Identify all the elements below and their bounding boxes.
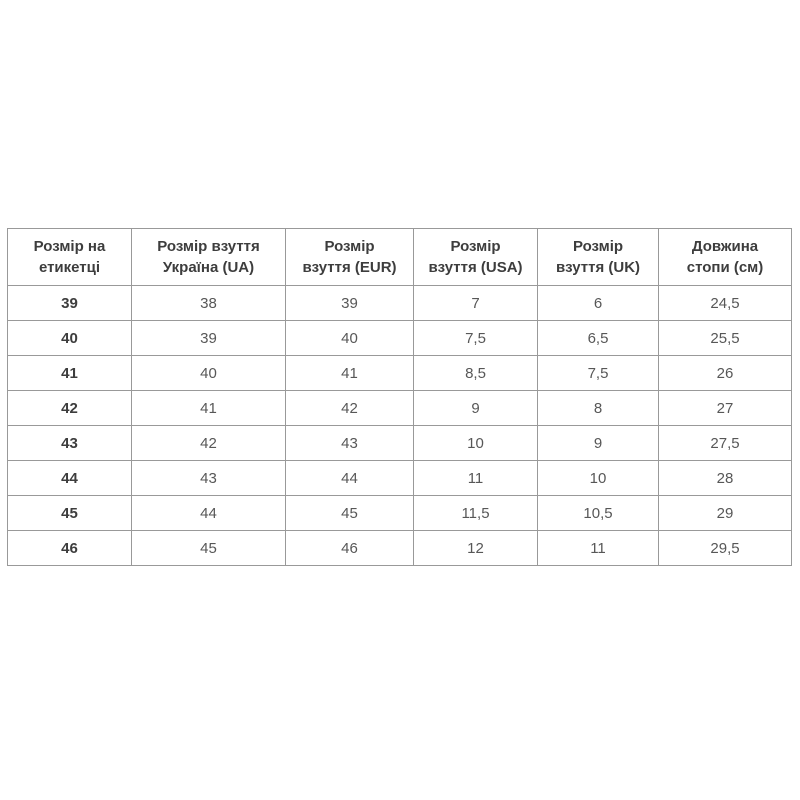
table-cell: 26: [659, 356, 792, 391]
header-line: Розмір: [572, 238, 624, 255]
table-cell: 39: [286, 286, 414, 321]
table-cell: 28: [659, 461, 792, 496]
table-cell: 29: [659, 496, 792, 531]
header-line: взуття (USA): [428, 259, 523, 276]
table-cell: 27,5: [659, 426, 792, 461]
header-line: Довжина: [691, 238, 759, 255]
table-cell: 42: [132, 426, 286, 461]
table-row: [8, 286, 792, 321]
table-cell: 39: [132, 321, 286, 356]
table-body: [8, 286, 792, 566]
table-cell: 6: [538, 286, 659, 321]
table-row: [8, 356, 792, 391]
table-cell: 10: [414, 426, 538, 461]
table-row: [8, 461, 792, 496]
header-line: Розмір: [324, 238, 375, 255]
table-cell: 10: [538, 461, 659, 496]
header-line: взуття (EUR): [302, 259, 397, 276]
table-cell: 9: [538, 426, 659, 461]
cell-label-size: 46: [8, 531, 132, 566]
table-cell: 41: [132, 391, 286, 426]
table-cell: 25,5: [659, 321, 792, 356]
table-cell: 44: [132, 496, 286, 531]
header-line: Розмір на: [33, 238, 106, 255]
column-header-ua-size: [132, 229, 286, 286]
table-cell: 6,5: [538, 321, 659, 356]
table-cell: 11: [414, 461, 538, 496]
table-cell: 11,5: [414, 496, 538, 531]
shoe-size-conversion-table: [7, 228, 792, 566]
table-cell: 8,5: [414, 356, 538, 391]
table-cell: 9: [414, 391, 538, 426]
table-row: [8, 321, 792, 356]
table-cell: 43: [286, 426, 414, 461]
table-cell: 7,5: [414, 321, 538, 356]
column-header-usa-size: [414, 229, 538, 286]
table-cell: 43: [132, 461, 286, 496]
header-line: Розмір взуття: [157, 238, 260, 255]
header-line: Україна (UA): [162, 259, 255, 276]
table-cell: 38: [132, 286, 286, 321]
column-header-label-size: [8, 229, 132, 286]
cell-label-size: 41: [8, 356, 132, 391]
column-header-uk-size: [538, 229, 659, 286]
table-cell: 40: [286, 321, 414, 356]
table-row: [8, 496, 792, 531]
table-cell: 40: [132, 356, 286, 391]
table-header-row: [8, 229, 792, 286]
table-row: [8, 426, 792, 461]
table-cell: 44: [286, 461, 414, 496]
column-header-eur-size: [286, 229, 414, 286]
table-cell: 7: [414, 286, 538, 321]
table-row: [8, 391, 792, 426]
header-line: етикетці: [38, 259, 101, 276]
table-cell: 45: [286, 496, 414, 531]
table-cell: 27: [659, 391, 792, 426]
table-cell: 42: [286, 391, 414, 426]
table-cell: 8: [538, 391, 659, 426]
cell-label-size: 45: [8, 496, 132, 531]
header-line: стопи (см): [686, 259, 764, 276]
header-line: Розмір: [450, 238, 501, 255]
table-cell: 29,5: [659, 531, 792, 566]
cell-label-size: 42: [8, 391, 132, 426]
table-cell: 46: [286, 531, 414, 566]
cell-label-size: 44: [8, 461, 132, 496]
table-cell: 10,5: [538, 496, 659, 531]
table-cell: 24,5: [659, 286, 792, 321]
cell-label-size: 43: [8, 426, 132, 461]
table-cell: 12: [414, 531, 538, 566]
table-cell: 11: [538, 531, 659, 566]
cell-label-size: 40: [8, 321, 132, 356]
column-header-foot-length: [659, 229, 792, 286]
table-row: [8, 531, 792, 566]
table-cell: 7,5: [538, 356, 659, 391]
header-line: взуття (UK): [555, 259, 641, 276]
cell-label-size: 39: [8, 286, 132, 321]
table-cell: 41: [286, 356, 414, 391]
table-cell: 45: [132, 531, 286, 566]
